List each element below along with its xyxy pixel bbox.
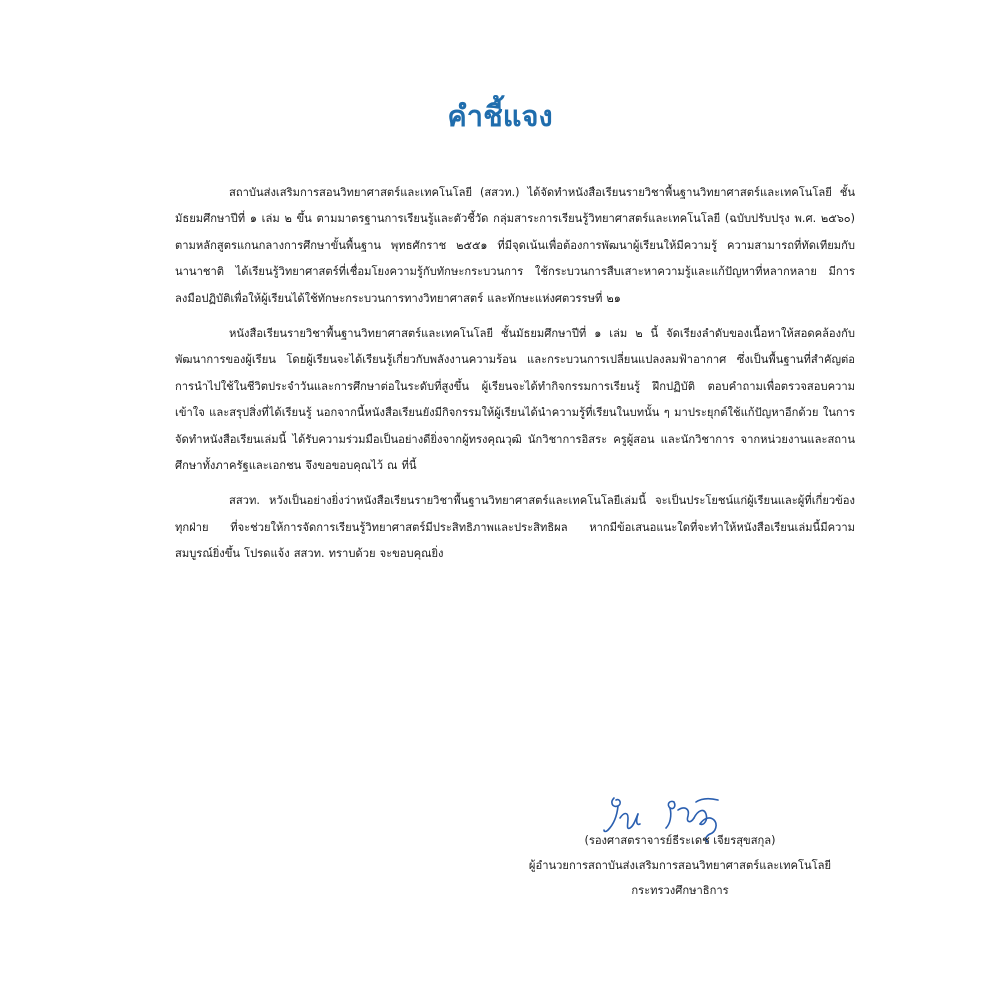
signatory-name: (รองศาสตราจารย์ธีระเดช เจียรสุขสกุล) <box>584 834 776 847</box>
signatory-organization: กระทรวงศึกษาธิการ <box>631 884 729 897</box>
paragraph-1: สถาบันส่งเสริมการสอนวิทยาศาสตร์และเทคโนโลยี (สสวท.) ได้จัดทำหนังสือเรียนรายวิชาพื้นฐานวิทยาศาสตร์และเทคโนโลยี ชั้นมัธยมศึกษาปีที่ ๑ เล่ม ๒ ขึ้น ตามมาตรฐานการเรียนรู้และตัวชี้วัด กลุ่มสาระการเรียนรู้วิทยาศาสตร์และเทคโนโลยี (ฉบับปรับปรุง พ.ศ. ๒๕๖๐) ตามหลักสูตรแกนกลางการศึกษาขั้นพื้นฐาน พุทธศักราช ๒๕๕๑ ที่มีจุดเน้นเพื่อต้องการพัฒนาผู้เรียนให้มีความรู้ ความสามารถที่ทัดเทียมกับนานาชาติ ได้เรียนรู้วิทยาศาสตร์ที่เชื่อมโยงความรู้กับทักษะกระบวนการ ใช้กระบวนการสืบเสาะหาความรู้และแก้ปัญหาที่หลากหลาย มีการลงมือปฏิบัติเพื่อให้ผู้เรียนได้ใช้ทักษะกระบวนการทางวิทยาศาสตร์ และทักษะแห่งศตวรรษที่ ๒๑ <box>175 186 855 305</box>
signature-block <box>430 828 930 903</box>
page-title: คำชี้แจง <box>447 99 553 133</box>
paragraph-3: สสวท. หวังเป็นอย่างยิ่งว่าหนังสือเรียนรายวิชาพื้นฐานวิทยาศาสตร์และเทคโนโลยีเล่มนี้ จะเป็นประโยชน์แก่ผู้เรียนและผู้ที่เกี่ยวข้องทุกฝ่าย ที่จะช่วยให้การจัดการเรียนรู้วิทยาศาสตร์มีประสิทธิภาพและประสิทธิผล หากมีข้อเสนอแนะใดที่จะทำให้หนังสือเรียนเล่มนี้มีความสมบูรณ์ยิ่งขึ้น โปรดแจ้ง สสวท. ทราบด้วย จะขอบคุณยิ่ง <box>175 494 855 561</box>
paragraph-2: หนังสือเรียนรายวิชาพื้นฐานวิทยาศาสตร์และเทคโนโลยี ชั้นมัธยมศึกษาปีที่ ๑ เล่ม ๒ นี้ จัดเรียงลำดับของเนื้อหาให้สอดคล้องกับพัฒนาการของผู้เรียน โดยผู้เรียนจะได้เรียนรู้เกี่ยวกับพลังงานความร้อน และกระบวนการเปลี่ยนแปลงลมฟ้าอากาศ ซึ่งเป็นพื้นฐานที่สำคัญต่อการนำไปใช้ในชีวิตประจำวันและการศึกษาต่อในระดับที่สูงขึ้น ผู้เรียนจะได้ทำกิจกรรมการเรียนรู้ ฝึกปฏิบัติ ตอบคำถามเพื่อตรวจสอบความเข้าใจ และสรุปสิ่งที่ได้เรียนรู้ นอกจากนี้หนังสือเรียนยังมีกิจกรรมให้ผู้เรียนได้นำความรู้ที่เรียนในบทนั้น ๆ มาประยุกต์ใช้แก้ปัญหาอีกด้วย ในการจัดทำหนังสือเรียนเล่มนี้ ได้รับความร่วมมือเป็นอย่างดียิ่งจากผู้ทรงคุณวุฒิ นักวิชาการอิสระ ครูผู้สอน และนักวิชาการ จากหน่วยงานและสถานศึกษาทั้งภาครัฐและเอกชน จึงขอขอบคุณไว้ ณ ที่นี้ <box>175 327 855 473</box>
document-body <box>175 180 855 577</box>
signatory-position: ผู้อำนวยการสถาบันส่งเสริมการสอนวิทยาศาสตร์และเทคโนโลยี <box>528 859 832 872</box>
